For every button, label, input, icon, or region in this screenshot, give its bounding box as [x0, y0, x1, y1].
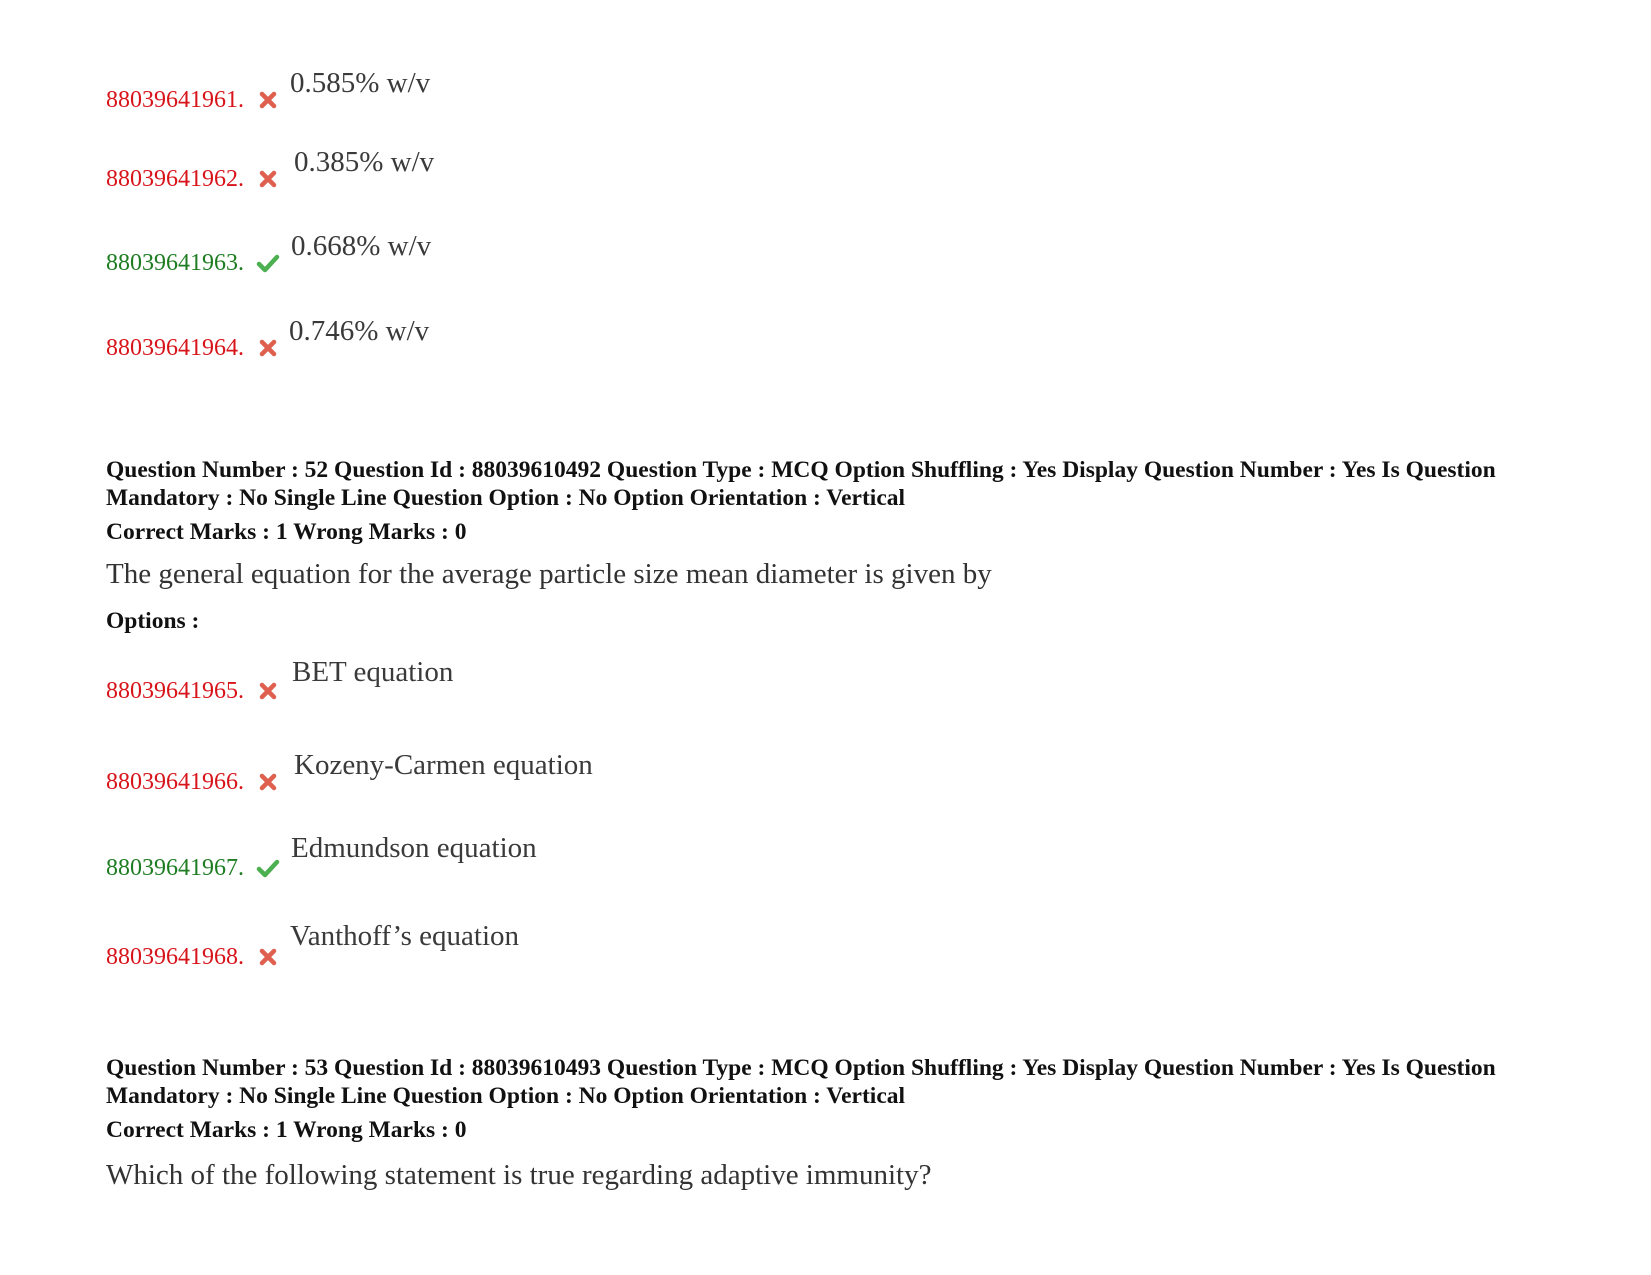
- option-id: 88039641963.: [106, 250, 244, 276]
- marks-info: Correct Marks : 1 Wrong Marks : 0: [106, 519, 467, 545]
- option-id: 88039641962.: [106, 166, 244, 192]
- option-text: Edmundson equation: [291, 832, 537, 864]
- option-id: 88039641966.: [106, 769, 244, 795]
- options-label: Options :: [106, 608, 200, 634]
- cross-icon: [258, 338, 278, 358]
- option-id: 88039641961.: [106, 87, 244, 113]
- cross-icon: [258, 681, 278, 701]
- cross-icon: [258, 947, 278, 967]
- option-text: 0.585% w/v: [290, 67, 431, 99]
- check-icon: [256, 858, 280, 878]
- question-text: Which of the following statement is true regarding adaptive immunity?: [106, 1159, 932, 1191]
- option-id: 88039641965.: [106, 678, 244, 704]
- option-text: BET equation: [292, 656, 454, 688]
- cross-icon: [258, 772, 278, 792]
- option-id: 88039641967.: [106, 855, 244, 881]
- option-id: 88039641964.: [106, 335, 244, 361]
- question-meta: Question Number : 52 Question Id : 88039610492 Question Type : MCQ Option Shuffling : Yes Display Question Number : Yes Is Question Mandatory : No Single Line Question Option : No Option Orientation : Vertical: [106, 457, 1496, 511]
- option-text: Kozeny-Carmen equation: [294, 749, 593, 781]
- option-text: 0.385% w/v: [294, 146, 435, 178]
- option-text: Vanthoff’s equation: [290, 920, 519, 952]
- cross-icon: [258, 90, 278, 110]
- question-meta: Question Number : 53 Question Id : 88039610493 Question Type : MCQ Option Shuffling : Yes Display Question Number : Yes Is Question Mandatory : No Single Line Question Option : No Option Orientation : Vertical: [106, 1055, 1496, 1109]
- check-icon: [256, 253, 280, 273]
- question-text: The general equation for the average particle size mean diameter is given by: [106, 558, 992, 590]
- cross-icon: [258, 169, 278, 189]
- option-id: 88039641968.: [106, 944, 244, 970]
- option-text: 0.746% w/v: [289, 315, 430, 347]
- option-text: 0.668% w/v: [291, 230, 432, 262]
- marks-info: Correct Marks : 1 Wrong Marks : 0: [106, 1117, 467, 1143]
